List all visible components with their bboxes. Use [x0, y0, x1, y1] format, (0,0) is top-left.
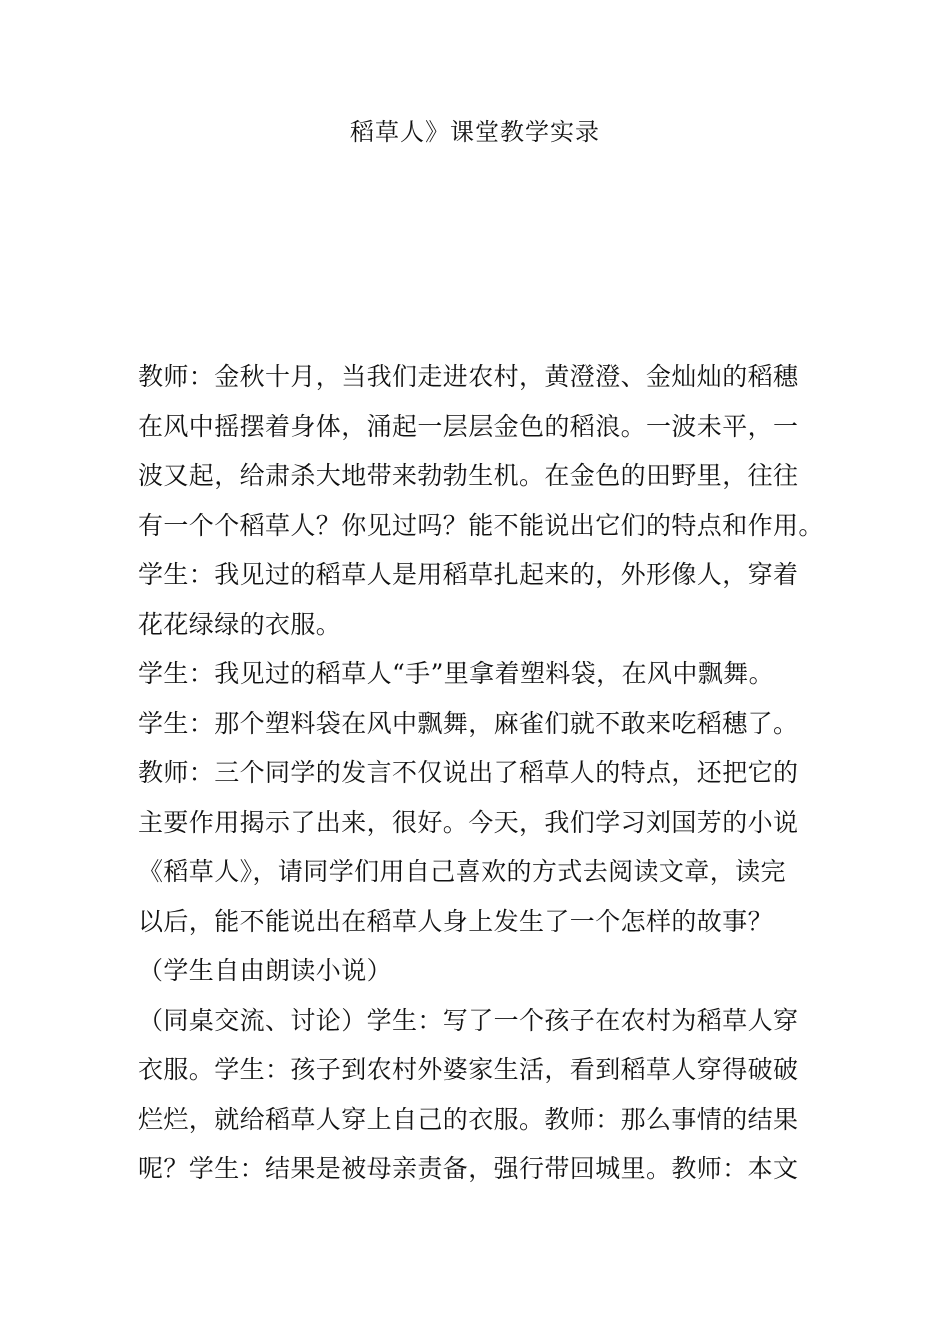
body-line: 学生：那个塑料袋在风中飘舞，麻雀们就不敢来吃稻穗了。	[138, 708, 799, 738]
document-body	[138, 352, 838, 1194]
body-line: 《稻草人》，请同学们用自己喜欢的方式去阅读文章，读完	[138, 857, 786, 886]
body-line: 花花绿绿的衣服。	[138, 609, 342, 639]
body-line: （学生自由朗读小说）	[138, 956, 393, 985]
body-line: （同桌交流、讨论）学生：写了一个孩子在农村为稻草人穿	[138, 1005, 799, 1035]
body-line: 有一个个稻草人？你见过吗？能不能说出它们的特点和作用。	[138, 510, 824, 540]
body-line: 教师：金秋十月，当我们走进农村，黄澄澄、金灿灿的稻穗	[138, 362, 799, 391]
body-line: 以后，能不能说出在稻草人身上发生了一个怎样的故事？	[138, 906, 774, 936]
body-line: 波又起，给肃杀大地带来勃勃生机。在金色的田野里，往往	[138, 461, 799, 490]
body-line: 在风中摇摆着身体，涌起一层层金色的稻浪。一波未平，一	[138, 411, 799, 441]
document-title: 稻草人》课堂教学实录	[350, 118, 600, 146]
body-line: 学生：我见过的稻草人“手”里拿着塑料袋，在风中飘舞。	[138, 659, 774, 688]
body-line: 衣服。学生：孩子到农村外婆家生活，看到稻草人穿得破破	[138, 1055, 799, 1084]
body-line: 学生：我见过的稻草人是用稻草扎起来的，外形像人，穿着	[138, 560, 799, 589]
body-line: 主要作用揭示了出来，很好。今天，我们学习刘国芳的小说	[138, 807, 799, 837]
body-line: 呢？学生：结果是被母亲责备，强行带回城里。教师：本文	[138, 1154, 799, 1183]
body-line: 烂烂，就给稻草人穿上自己的衣服。教师：那么事情的结果	[138, 1104, 799, 1134]
body-line: 教师：三个同学的发言不仅说出了稻草人的特点，还把它的	[138, 758, 799, 787]
